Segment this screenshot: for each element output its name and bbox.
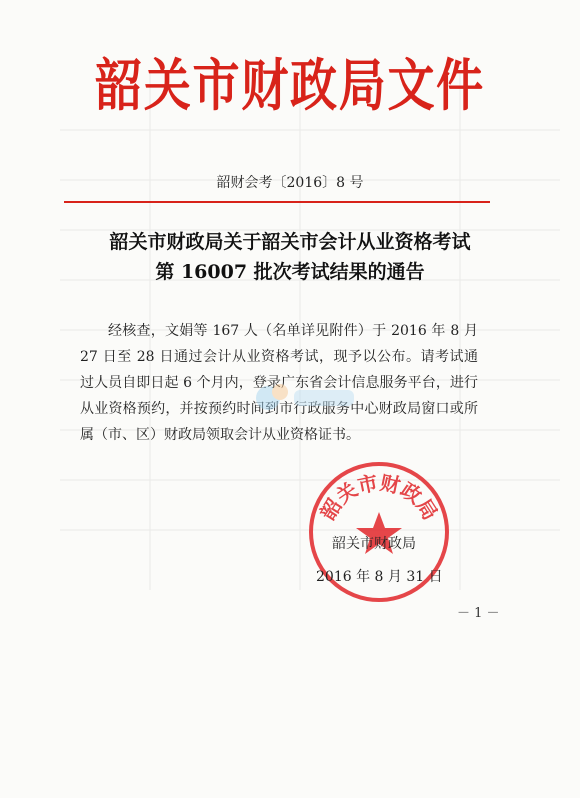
- notice-body: 经核查，文娟等 167 人（名单详见附件）于 2016 年 8 月 27 日至 28 日通过会计从业资格考试，现予以公布。请考试通过人员自即日起 6 个月内，登录广东省会计信息服务平台，进行从业资格预约，并按预约时间到市行政服务中心财政局窗口或所属（市、区）财政局领取会计从业资格证书。: [80, 323, 478, 443]
- issuer-header: 韶关市财政局文件: [95, 53, 485, 119]
- notice-title: [0, 227, 580, 287]
- document-number: 韶财会考〔2016〕8 号: [216, 175, 364, 191]
- seal-text: 韶关市财政局: [315, 470, 443, 525]
- watermark-logo: [250, 376, 360, 420]
- notice-title-line-1: 韶关市财政局关于韶关市会计从业资格考试: [109, 231, 471, 253]
- issue-date: 2016 年 8 月 31 日: [316, 569, 443, 585]
- red-separator-line: [64, 201, 490, 203]
- page-number: － 1 －: [457, 606, 500, 621]
- notice-title-line-2: 第 16007 批次考试结果的通告: [155, 261, 425, 283]
- signature-issuer: 韶关市财政局: [332, 536, 416, 552]
